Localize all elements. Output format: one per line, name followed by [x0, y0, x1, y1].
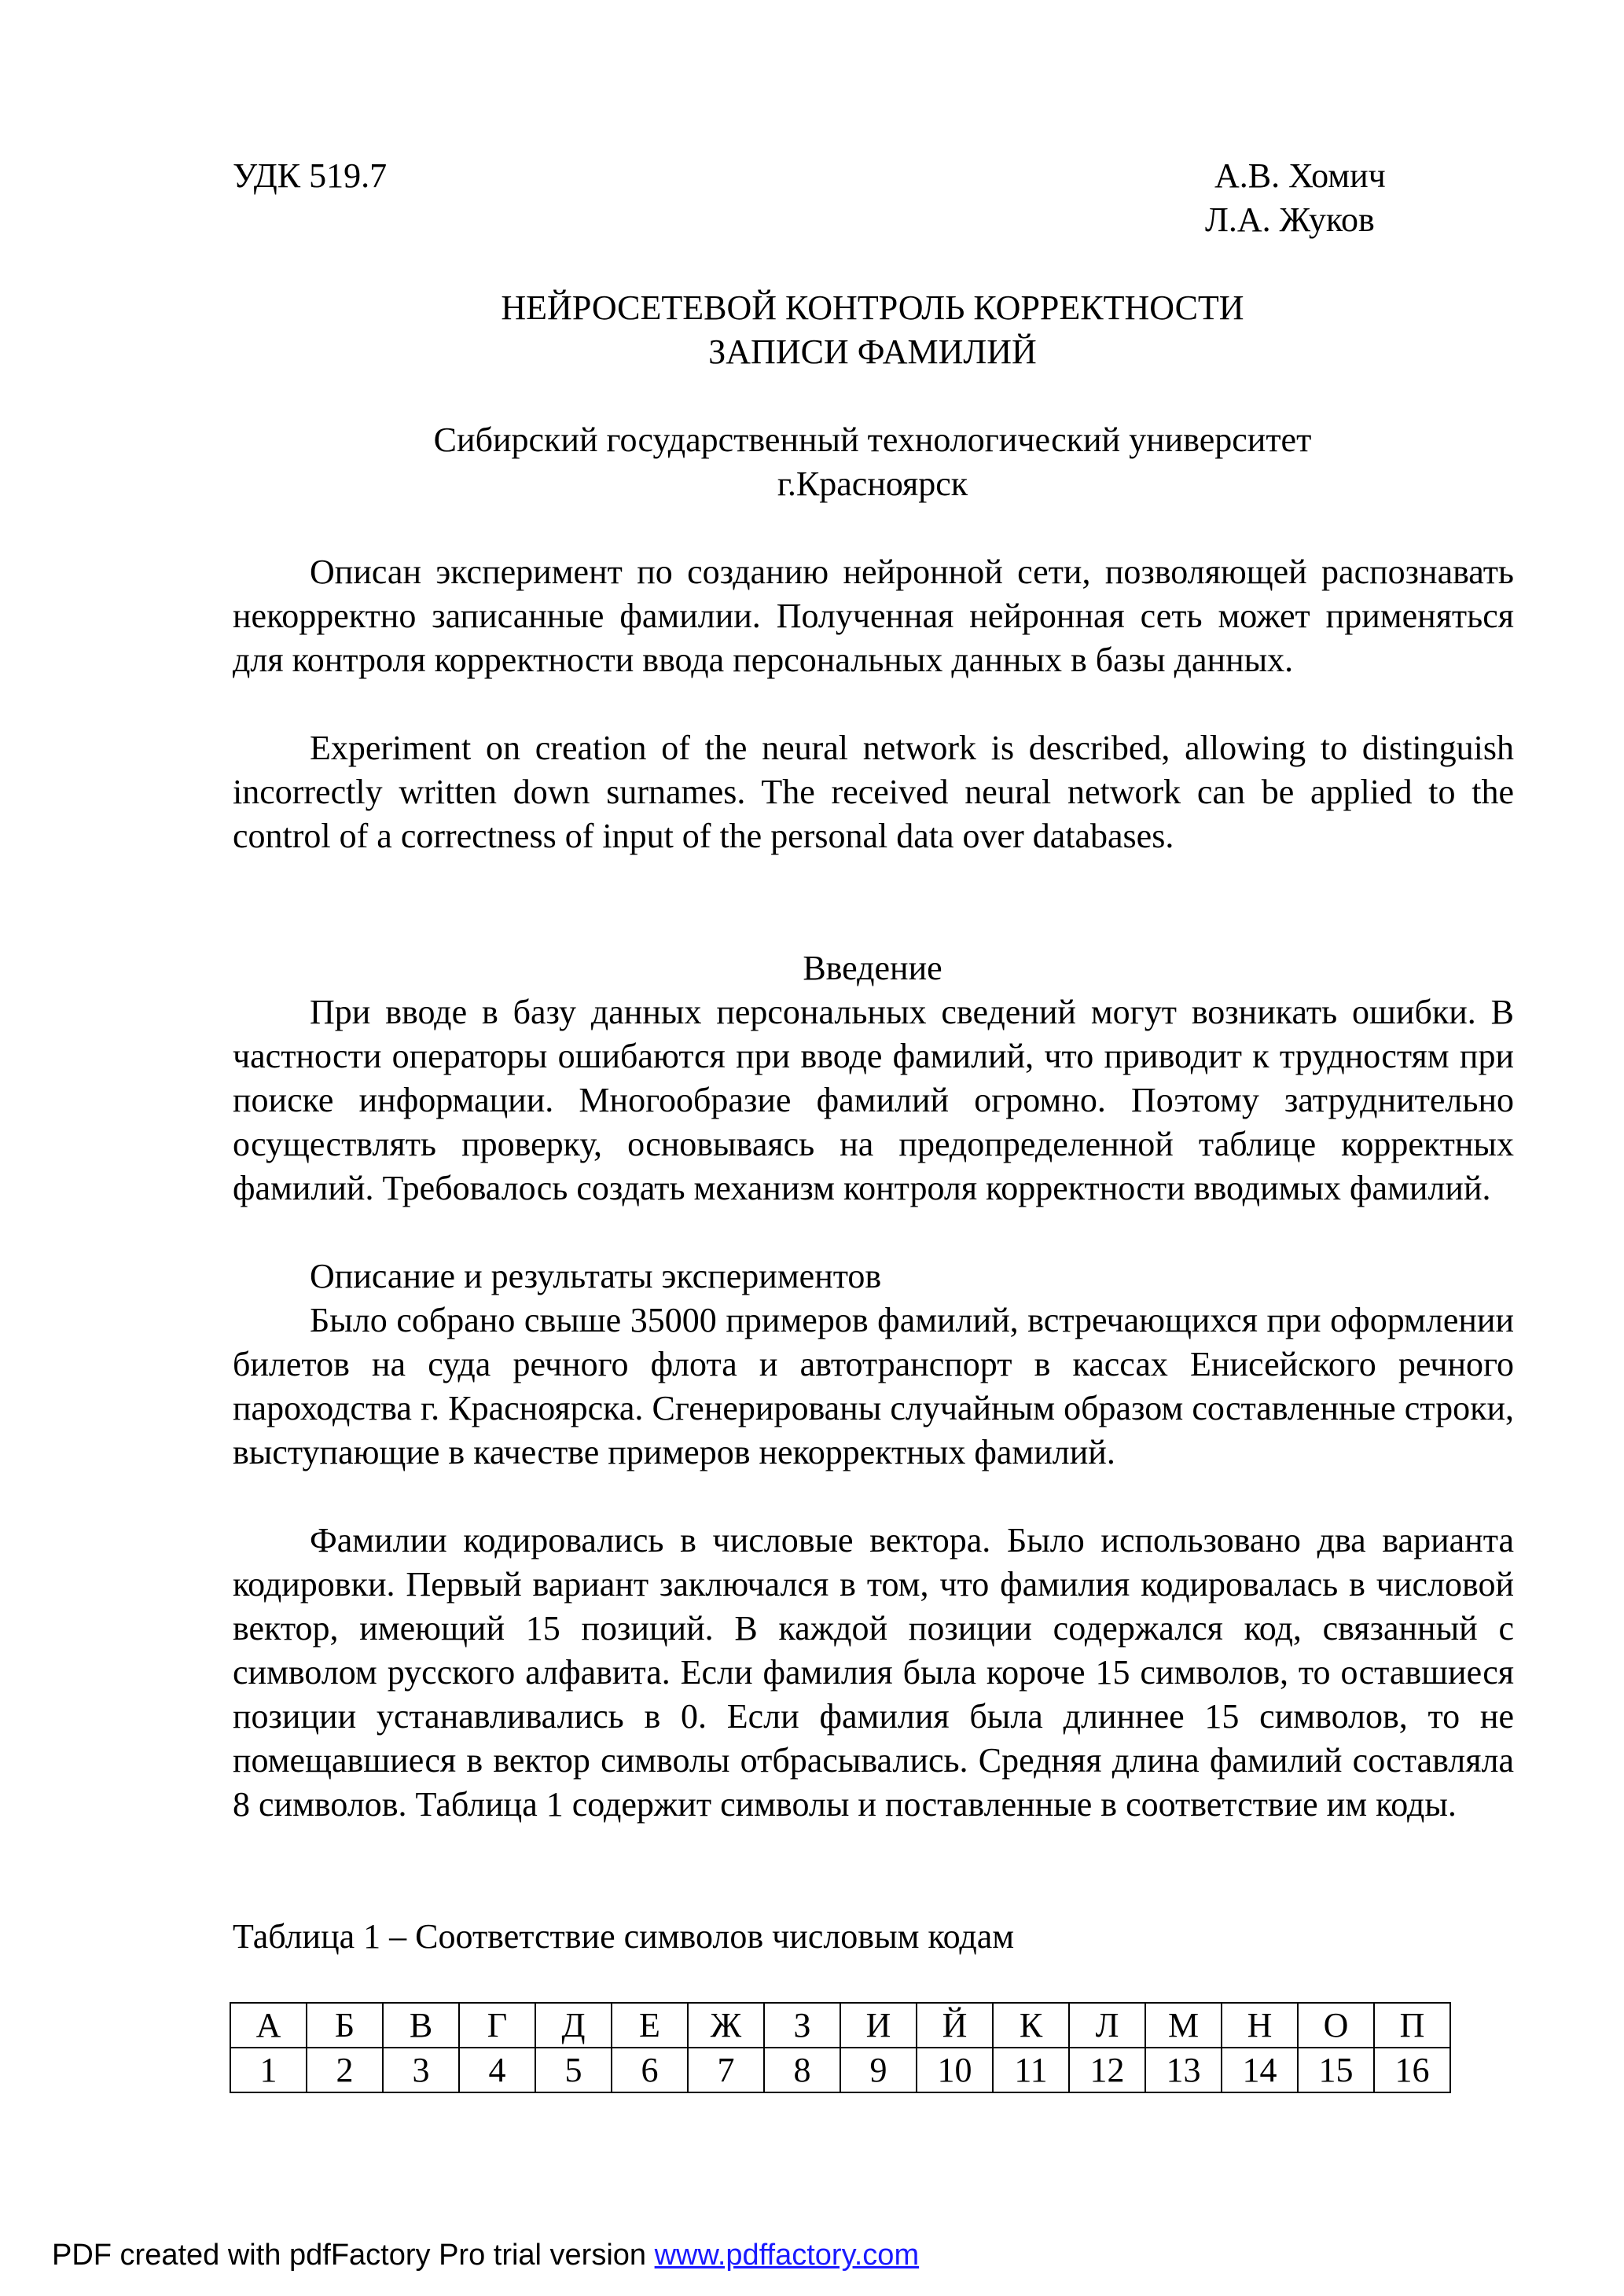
abstract-english [233, 726, 1514, 858]
table-cell-letter: О [1298, 2003, 1374, 2048]
affiliation-city: г.Красноярск [777, 465, 968, 503]
table-cell-code: 9 [840, 2048, 917, 2092]
section-heading-introduction: Введение [803, 949, 942, 987]
table-cell-letter: Д [535, 2003, 612, 2048]
abstract-russian-text: Описан эксперимент по созданию нейронной сети, позволяющей распознавать некорректно записанные фамилии. Полученная нейронная сеть может применяться для контроля корректности ввода персональных данных в базы данных. [233, 553, 1514, 679]
table-cell-letter: И [840, 2003, 917, 2048]
table-cell-code: 1 [230, 2048, 307, 2092]
abstract-english-text: Experiment on creation of the neural network is described, allowing to distinguish incorrectly written down surnames. The received neural network can be applied to the control of a correctness of input of the personal data over databases. [233, 729, 1514, 855]
author-name: Л.А. Жуков [1205, 200, 1375, 239]
table-cell-code: 15 [1298, 2048, 1374, 2092]
introduction-text: При вводе в базу данных персональных сведений могут возникать ошибки. В частности операторы ошибаются при вводе фамилий, что приводит к трудностям при поиске информации. Многообразие фамилий огромно. Поэтому затруднительно осуществлять проверку, основываясь на предопределенной таблице корректных фамилий. Требовалось создать механизм контроля корректности вводимых фамилий. [233, 993, 1514, 1207]
table-cell-letter: Б [307, 2003, 383, 2048]
table-cell-code: 6 [612, 2048, 688, 2092]
table-cell-letter: В [383, 2003, 459, 2048]
paper-title-line: НЕЙРОСЕТЕВОЙ КОНТРОЛЬ КОРРЕКТНОСТИ [501, 288, 1244, 327]
section-heading-experiments: Описание и результаты экспериментов [310, 1257, 882, 1295]
encoding-text: Фамилии кодировались в числовые вектора. Было использовано два варианта кодировки. Первый вариант заключался в том, что фамилия кодировалась в числовой вектор, имеющий 15 позиций. В каждой позиции содержался код, связанный с символом русского алфавита. Если фамилия была короче 15 символов, то оставшиеся позиции устанавливались в 0. Если фамилия была длиннее 15 символов, то не помещавшиеся в вектор символы отбрасывались. Средняя длина фамилий составляла 8 символов. Таблица 1 содержит символы и поставленные в соответствие им коды. [233, 1521, 1514, 1824]
table-cell-code: 4 [459, 2048, 535, 2092]
table-cell-code: 16 [1374, 2048, 1450, 2092]
table-cell-letter: К [993, 2003, 1069, 2048]
footer-link[interactable]: www.pdffactory.com [654, 2239, 920, 2272]
footer-text: PDF created with pdfFactory Pro trial version [52, 2239, 655, 2272]
table-cell-code: 8 [764, 2048, 840, 2092]
table-cell-letter: М [1145, 2003, 1222, 2048]
table-cell-code: 11 [993, 2048, 1069, 2092]
affiliation-line: Сибирский государственный технологический университет [433, 421, 1312, 459]
table-cell-code: 12 [1069, 2048, 1145, 2092]
table-row-codes [230, 2048, 1450, 2092]
author-name: А.В. Хомич [1214, 156, 1386, 195]
table-cell-code: 14 [1222, 2048, 1298, 2092]
symbol-code-table [230, 2002, 1451, 2093]
paper-title-line: ЗАПИСИ ФАМИЛИЙ [708, 332, 1037, 371]
introduction-paragraph [233, 990, 1514, 1210]
experiments-text: Было собрано свыше 35000 примеров фамилий, встречающихся при оформлении билетов на суда речного флота и автотранспорт в кассах Енисейского речного пароходства г. Красноярска. Сгенерированы случайным образом составленные строки, выступающие в качестве примеров некорректных фамилий. [233, 1301, 1514, 1471]
table-row-letters [230, 2003, 1450, 2048]
table-cell-code: 3 [383, 2048, 459, 2092]
table-cell-letter: Е [612, 2003, 688, 2048]
table-cell-letter: Г [459, 2003, 535, 2048]
udk-code: УДК 519.7 [233, 156, 388, 195]
table-cell-code: 13 [1145, 2048, 1222, 2092]
table-cell-letter: Ж [688, 2003, 764, 2048]
table-cell-letter: З [764, 2003, 840, 2048]
table-cell-letter: А [230, 2003, 307, 2048]
pdf-footer [52, 2237, 919, 2273]
table-cell-code: 5 [535, 2048, 612, 2092]
table-cell-letter: Л [1069, 2003, 1145, 2048]
table-caption: Таблица 1 – Соответствие символов числовым кодам [233, 1917, 1015, 1956]
table-cell-letter: П [1374, 2003, 1450, 2048]
table-cell-letter: Й [917, 2003, 993, 2048]
abstract-russian [233, 550, 1514, 682]
table-cell-letter: Н [1222, 2003, 1298, 2048]
table-cell-code: 7 [688, 2048, 764, 2092]
table-cell-code: 2 [307, 2048, 383, 2092]
experiments-paragraph [233, 1299, 1514, 1475]
table-cell-code: 10 [917, 2048, 993, 2092]
encoding-paragraph [233, 1519, 1514, 1827]
